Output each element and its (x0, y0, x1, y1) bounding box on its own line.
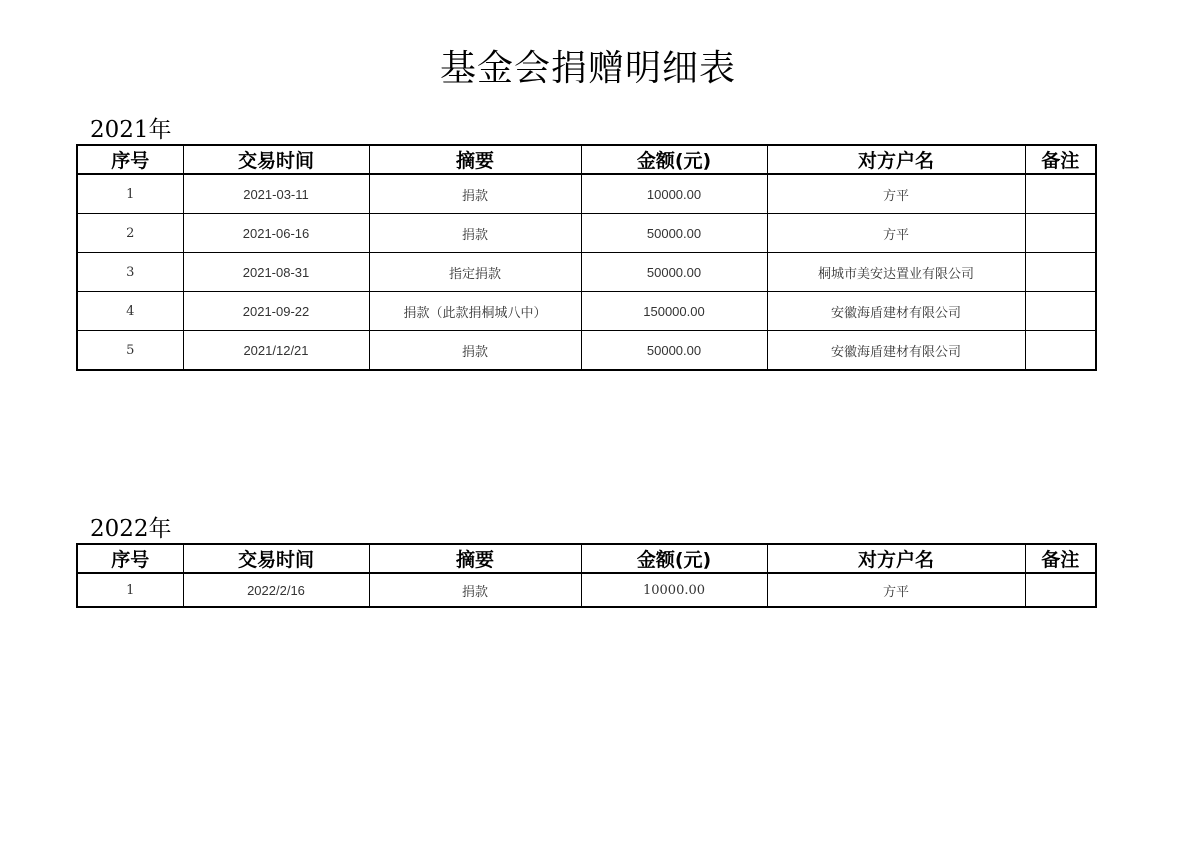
table-row (77, 174, 1096, 214)
cell-amount: 50000.00 (581, 253, 767, 292)
cell-summary: 捐款 (369, 331, 581, 371)
table-row (77, 573, 1096, 607)
cell-note (1025, 331, 1096, 371)
cell-amount: 10000.00 (581, 174, 767, 214)
cell-note (1025, 573, 1096, 607)
cell-index: 4 (77, 292, 183, 331)
cell-note (1025, 292, 1096, 331)
column-header-note: 备注 (1025, 544, 1096, 573)
donation-table-2022 (76, 543, 1097, 608)
table-header-row (77, 544, 1096, 573)
column-header-amount: 金额(元) (581, 544, 767, 573)
cell-date: 2021-03-11 (183, 174, 369, 214)
cell-note (1025, 214, 1096, 253)
cell-date: 2022/2/16 (183, 573, 369, 607)
cell-index: 2 (77, 214, 183, 253)
column-header-date: 交易时间 (183, 544, 369, 573)
cell-index: 1 (77, 573, 183, 607)
column-header-payer: 对方户名 (767, 145, 1025, 174)
table-row (77, 331, 1096, 371)
column-header-date: 交易时间 (183, 145, 369, 174)
column-header-payer: 对方户名 (767, 544, 1025, 573)
cell-summary: 指定捐款 (369, 253, 581, 292)
cell-note (1025, 253, 1096, 292)
column-header-index: 序号 (77, 544, 183, 573)
table-row (77, 253, 1096, 292)
cell-payer: 方平 (767, 174, 1025, 214)
table-header-row (77, 145, 1096, 174)
page-title: 基金会捐赠明细表 (439, 48, 736, 89)
table-row (77, 214, 1096, 253)
cell-amount: 50000.00 (581, 331, 767, 371)
cell-date: 2021-08-31 (183, 253, 369, 292)
column-header-index: 序号 (77, 145, 183, 174)
cell-date: 2021-09-22 (183, 292, 369, 331)
column-header-summary: 摘要 (369, 145, 581, 174)
cell-index: 3 (77, 253, 183, 292)
column-header-amount: 金额(元) (581, 145, 767, 174)
cell-payer: 方平 (767, 214, 1025, 253)
cell-summary: 捐款 (369, 214, 581, 253)
year-heading-2022: 2022年 (90, 516, 172, 542)
cell-payer: 桐城市美安达置业有限公司 (767, 253, 1025, 292)
cell-summary: 捐款 (369, 573, 581, 607)
cell-date: 2021/12/21 (183, 331, 369, 371)
cell-summary: 捐款（此款捐桐城八中） (369, 292, 581, 331)
cell-payer: 安徽海盾建材有限公司 (767, 292, 1025, 331)
cell-payer: 方平 (767, 573, 1025, 607)
cell-amount: 10000.00 (581, 573, 767, 607)
cell-amount: 50000.00 (581, 214, 767, 253)
donation-table-2021 (76, 144, 1097, 371)
cell-summary: 捐款 (369, 174, 581, 214)
column-header-note: 备注 (1025, 145, 1096, 174)
cell-date: 2021-06-16 (183, 214, 369, 253)
table-row (77, 292, 1096, 331)
cell-payer: 安徽海盾建材有限公司 (767, 331, 1025, 371)
cell-amount: 150000.00 (581, 292, 767, 331)
cell-index: 5 (77, 331, 183, 371)
column-header-summary: 摘要 (369, 544, 581, 573)
cell-index: 1 (77, 174, 183, 214)
cell-note (1025, 174, 1096, 214)
year-heading-2021: 2021年 (90, 117, 172, 143)
